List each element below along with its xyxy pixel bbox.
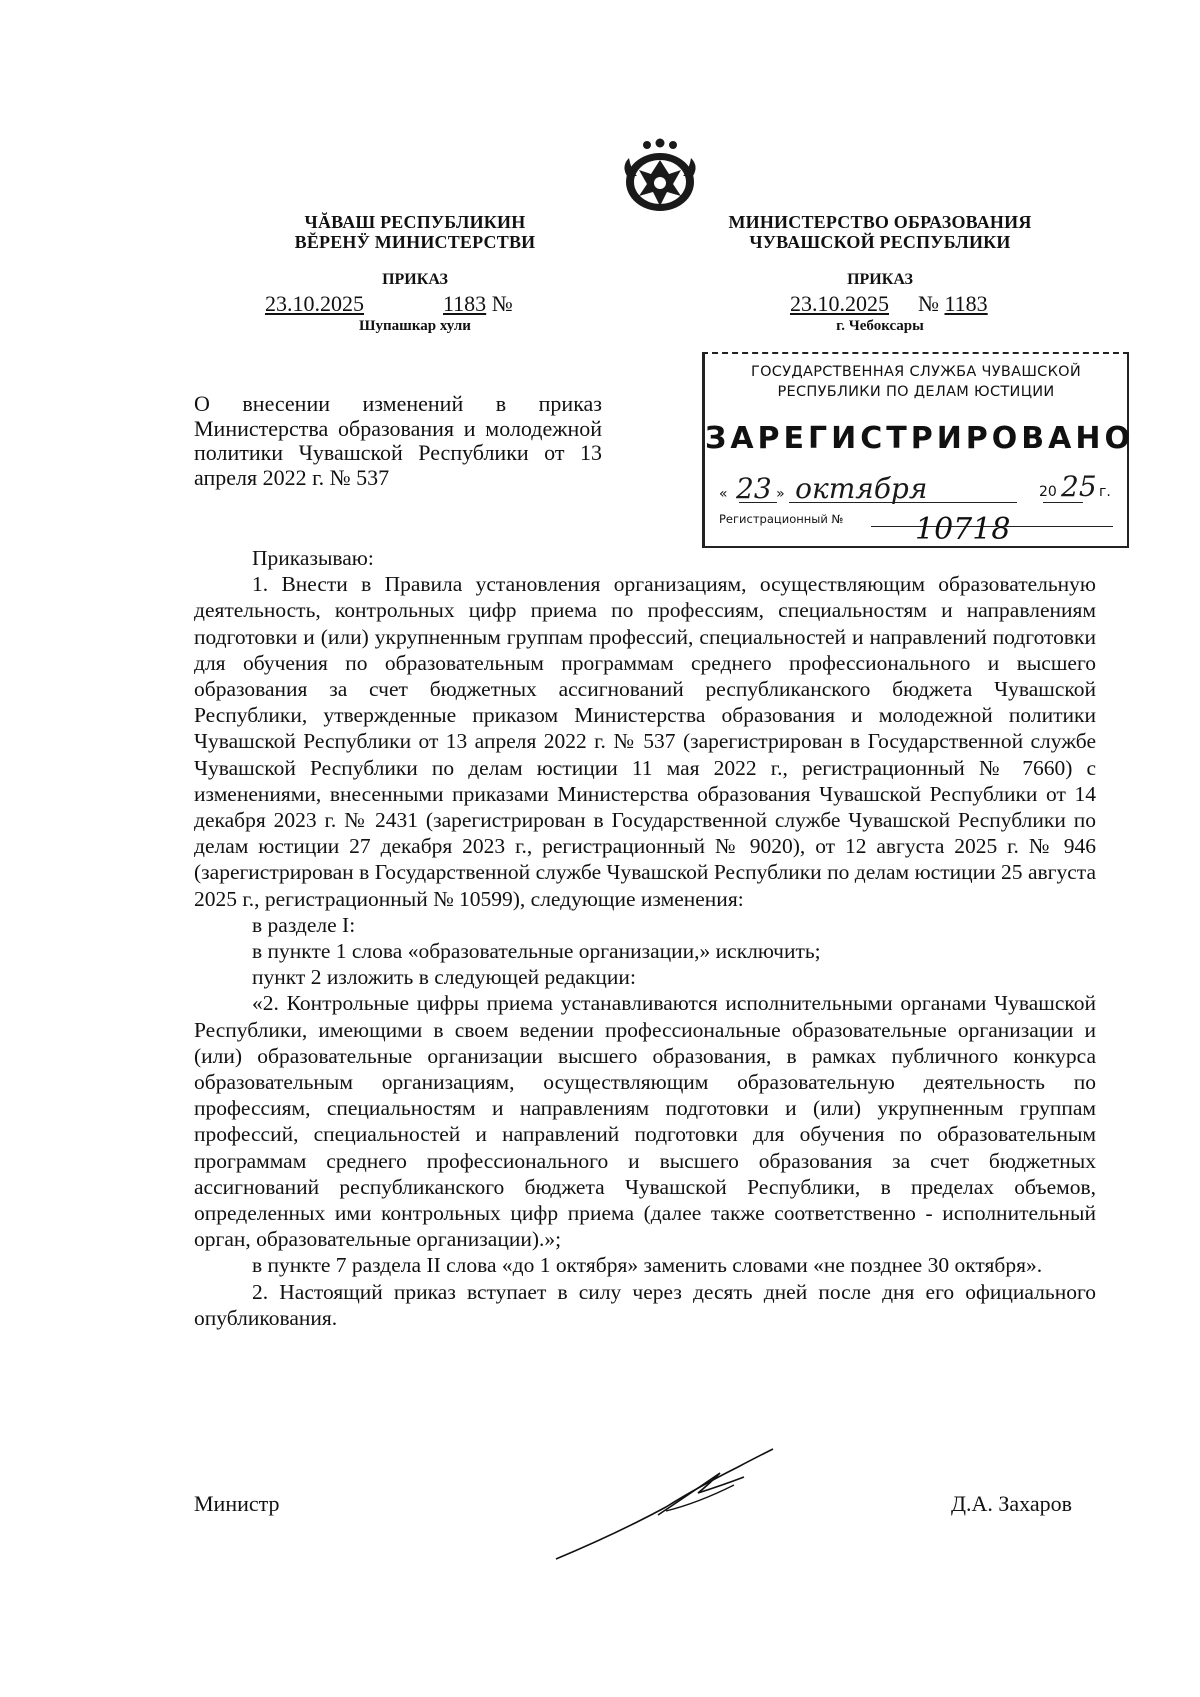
stamp-year-unit: г. [1099, 484, 1111, 500]
paragraph-4: пункт 2 изложить в следующей редакции: [252, 965, 636, 990]
order-word-right: ПРИКАЗ [847, 271, 913, 288]
paragraph-6: в пункте 7 раздела II слова «до 1 октября» заменить словами «не позднее 30 октября». [252, 1253, 1043, 1278]
order-intro: Приказываю: [252, 546, 374, 570]
header-right-line1: МИНИСТЕРСТВО ОБРАЗОВАНИЯ [728, 212, 1032, 232]
paragraph-5: «2. Контрольные цифры приема устанавливаются исполнительными органами Чувашской Республики, имеющими в своем ведении профессиональные образовательные организации и (или) образовательные организации высшего образования, в рамках публичного конкурса образовательным организациям, осуществляющим образовательную деятельность по профессиям, специальностям и направлениям подготовки и (или) укрупненным группам профессий, специальностей и направлений подготовки для обучения по образовательным программам среднего профессионального и высшего образования за счет бюджетных ассигнований республиканского бюджета Чувашской Республики, в пределах объемов, определенных ими контрольных цифр приема (далее также соответственно - исполнительный орган, образовательные организации).»; [194, 991, 1096, 1252]
stamp-day: 23 [736, 472, 772, 505]
stamp-year-line [1043, 502, 1083, 503]
stamp-month-line [789, 502, 1017, 503]
order-word-left: ПРИКАЗ [382, 271, 448, 288]
stamp-org-line1: ГОСУДАРСТВЕННАЯ СЛУЖБА ЧУВАШСКОЙ [750, 364, 1082, 380]
left-date: 23.10.2025 [265, 291, 364, 316]
stamp-reg-number: 10718 [915, 512, 1011, 547]
right-date: 23.10.2025 [790, 291, 889, 316]
left-number: 1183 № [443, 291, 513, 316]
header-left-org [235, 212, 595, 252]
stamp-month: октября [795, 472, 928, 505]
header-right-line2: ЧУВАШСКОЙ РЕСПУБЛИКИ [749, 232, 1011, 252]
signature-icon [548, 1445, 798, 1565]
stamp-quote-close: » [776, 486, 785, 502]
paragraph-2: в разделе I: [252, 912, 356, 937]
stamp-reg-label: Регистрационный № [719, 512, 844, 526]
order-subject: О внесении изменений в приказ Министерства образования и молодежной политики Чувашской Республики от 13 апреля 2022 г. № 537 [194, 391, 602, 490]
stamp-year-prefix: 20 [1039, 484, 1057, 500]
right-number: № 1183 [918, 291, 988, 316]
chuvash-emblem-icon [617, 136, 703, 214]
order-body [194, 545, 1096, 1331]
paragraph-3: в пункте 1 слова «образовательные организации,» исключить; [252, 939, 821, 964]
stamp-org-line2: РЕСПУБЛИКИ ПО ДЕЛАМ ЮСТИЦИИ [777, 384, 1055, 400]
paragraph-7: 2. Настоящий приказ вступает в силу через десять дней после дня его официального опубликования. [194, 1279, 1096, 1330]
right-place: г. Чебоксары [836, 318, 924, 334]
stamp-date [719, 472, 1119, 505]
stamp-day-line [739, 502, 777, 503]
left-place: Шупашкар хули [359, 318, 471, 334]
header-right-org [700, 212, 1060, 252]
header-left-line2: ВĔРЕНӰ МИНИСТЕРСТВИ [294, 232, 536, 252]
paragraph-1: 1. Внести в Правила установления организациям, осуществляющим образовательную деятельность, контрольных цифр приема по профессиям, специальностям и направлениям подготовки и (или) укрупненным группам профессий, специальностей и направлений подготовки для обучения по образовательным программам среднего профессионального и высшего образования за счет бюджетных ассигнований республиканского бюджета Чувашской Республики, утвержденные приказом Министерства образования и молодежной политики Чувашской Республики от 13 апреля 2022 г. № 537 (зарегистрирован в Государственной службе Чувашской Республики по делам юстиции 11 мая 2022 г., регистрационный № 7660) с изменениями, внесенными приказами Министерства образования Чувашской Республики от 14 декабря 2023 г. № 2431 (зарегистрирован в Государственной службе Чувашской Республики по делам юстиции 27 декабря 2023 г., регистрационный № 9020), от 12 августа 2025 г. № 946 (зарегистрирован в Государственной службе Чувашской Республики по делам юстиции 25 августа 2025 г., регистрационный № 10599), следующие изменения: [194, 572, 1096, 911]
signer-name: Д.А. Захаров [951, 1491, 1073, 1516]
signer-title: Министр [194, 1491, 280, 1516]
stamp-registered: ЗАРЕГИСТРИРОВАНО [705, 421, 1134, 456]
stamp-org [705, 362, 1127, 402]
stamp-quote-open: « [719, 486, 728, 502]
header-left-line1: ЧĂВАШ РЕСПУБЛИКИН [304, 212, 526, 232]
stamp-year-suffix: 25 [1061, 470, 1097, 503]
